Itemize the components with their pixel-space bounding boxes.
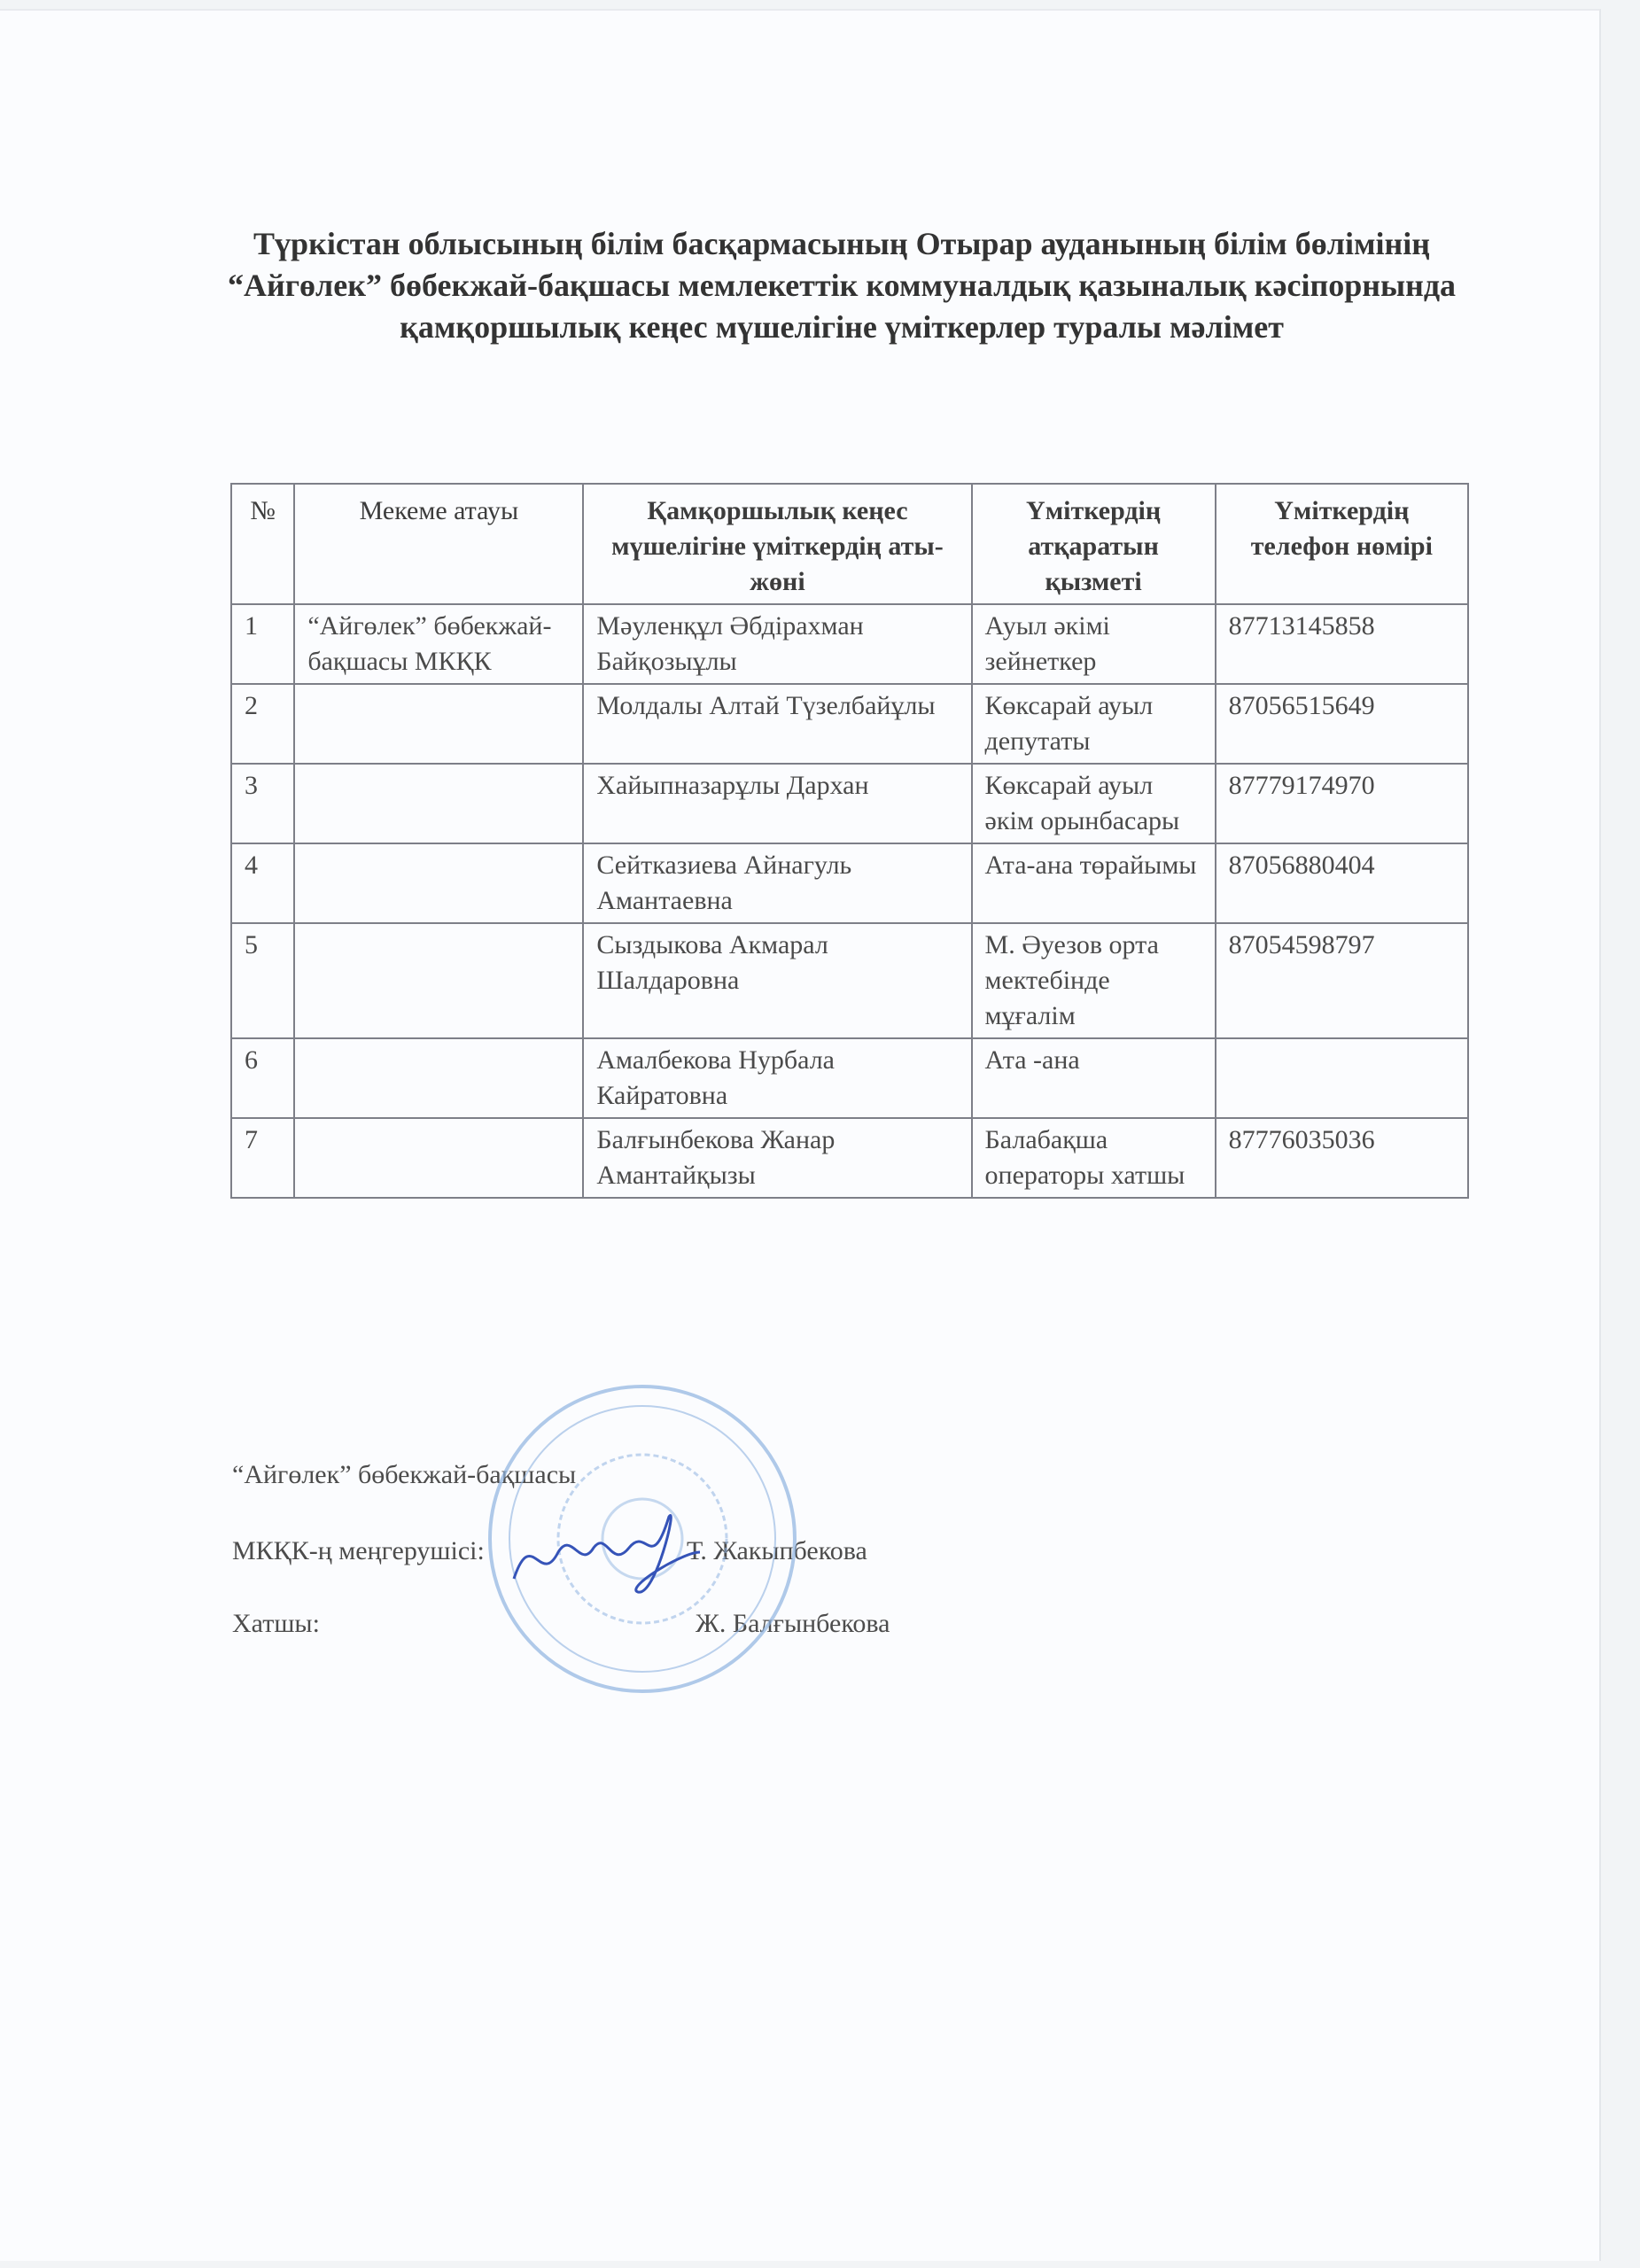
row-number: 5 [231,923,294,1038]
document-title: Түркістан облысының білім басқармасының Отырар ауданының білім бөлімінің “Айгөлек” бөбекжай-бақшасы мемлекеттік коммуналдық қазыналық кәсіпорнында қамқоршылық кеңес мүшелігіне үміткерлер туралы мәлімет [227,226,1457,345]
row-phone: 87776035036 [1216,1118,1468,1198]
row-organization [294,764,583,843]
row-number: 1 [231,604,294,684]
head-label: МКҚК-ң меңгерушісі: [232,1536,485,1565]
row-organization [294,1118,583,1198]
candidates-table [230,483,1469,1199]
row-position: Ата -ана [972,1038,1216,1118]
signature-icon [505,1508,709,1605]
document-page [0,9,1601,2261]
row-phone: 87779174970 [1216,764,1468,843]
table-row [231,764,1468,843]
signature-org-line: “Айгөлек” бөбекжай-бақшасы [232,1460,577,1489]
row-number: 4 [231,843,294,923]
row-organization [294,1038,583,1118]
header-phone: Үміткердің телефон нөмірі [1216,484,1468,604]
row-phone: 87713145858 [1216,604,1468,684]
header-organization: Мекеме атауы [294,484,583,604]
table-row [231,1038,1468,1118]
row-candidate-name: Молдалы Алтай Түзелбайұлы [583,684,971,764]
row-number: 7 [231,1118,294,1198]
table-row [231,604,1468,684]
row-number: 3 [231,764,294,843]
head-name: Т. Жакыпбекова [687,1536,867,1565]
row-number: 6 [231,1038,294,1118]
row-candidate-name: Мәуленқұл Әбдірахман Байқозыұлы [583,604,971,684]
row-candidate-name: Сейтказиева Айнагуль Амантаевна [583,843,971,923]
secretary-name: Ж. Балғынбекова [696,1609,890,1638]
row-organization [294,923,583,1038]
row-phone: 87054598797 [1216,923,1468,1038]
row-organization [294,843,583,923]
row-position: Көксарай ауыл депутаты [972,684,1216,764]
row-candidate-name: Сыздыкова Акмарал Шалдаровна [583,923,971,1038]
table-row [231,843,1468,923]
table-row [231,923,1468,1038]
row-candidate-name: Амалбекова Нурбала Кайратовна [583,1038,971,1118]
table-row [231,684,1468,764]
row-candidate-name: Хайыпназарұлы Дархан [583,764,971,843]
table-header-row [231,484,1468,604]
header-candidate-name: Қамқоршылық кеңес мүшелігіне үміткердің аты-жөні [583,484,971,604]
row-organization: “Айгөлек” бөбекжай-бақшасы МКҚК [294,604,583,684]
row-phone [1216,1038,1468,1118]
secretary-label: Хатшы: [232,1609,320,1638]
row-position: Ата-ана төрайымы [972,843,1216,923]
table-row [231,1118,1468,1198]
row-candidate-name: Балғынбекова Жанар Амантайқызы [583,1118,971,1198]
header-position: Үміткердің атқаратын қызметі [972,484,1216,604]
header-number: № [231,484,294,604]
row-position: Ауыл әкімі зейнеткер [972,604,1216,684]
row-position: Көксарай ауыл әкім орынбасары [972,764,1216,843]
row-organization [294,684,583,764]
row-position: Балабақша операторы хатшы [972,1118,1216,1198]
row-phone: 87056880404 [1216,843,1468,923]
row-position: М. Әуезов орта мектебінде мұғалім [972,923,1216,1038]
row-phone: 87056515649 [1216,684,1468,764]
row-number: 2 [231,684,294,764]
